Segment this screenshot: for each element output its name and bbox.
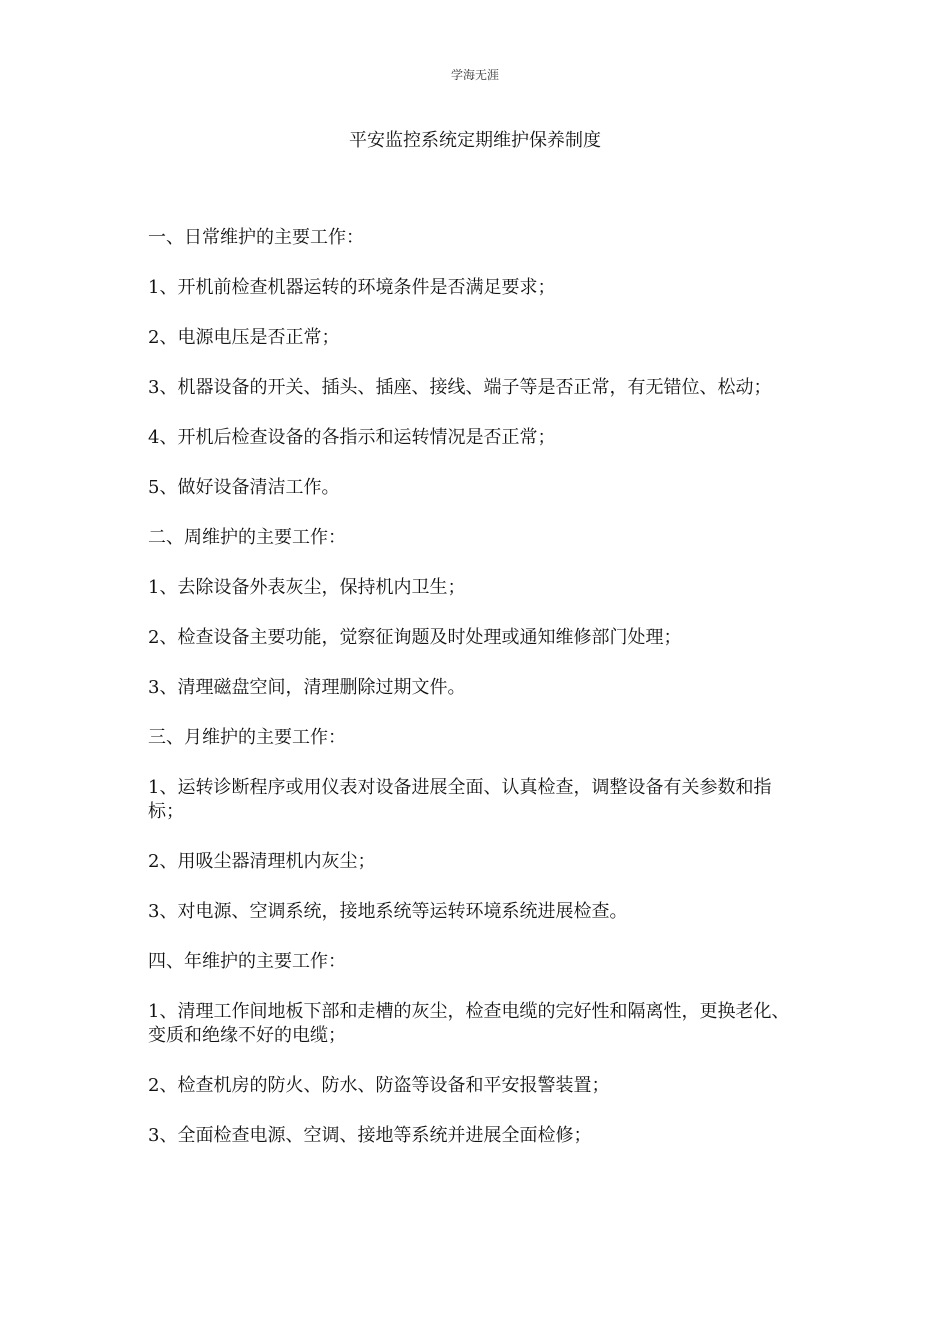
section-heading-daily: 一、日常维护的主要工作： <box>148 227 364 248</box>
list-item: 3、机器设备的开关、插头、插座、接线、端子等是否正常，有无错位、松动； <box>148 377 772 398</box>
list-item: 3、清理磁盘空间，清理删除过期文件。 <box>148 677 466 698</box>
list-item: 1、运转诊断程序或用仪表对设备进展全面、认真检查，调整设备有关参数和指标； <box>148 777 772 822</box>
page-header: 学海无涯 <box>450 68 499 82</box>
document-body <box>148 226 798 1174</box>
section-heading-yearly: 四、年维护的主要工作： <box>148 951 346 972</box>
section-heading-monthly: 三、月维护的主要工作： <box>148 727 346 748</box>
list-item: 1、开机前检查机器运转的环境条件是否满足要求； <box>148 277 556 298</box>
list-item: 2、检查设备主要功能，觉察征询题及时处理或通知维修部门处理； <box>148 627 682 648</box>
document-title: 平安监控系统定期维护保养制度 <box>349 130 601 151</box>
list-item: 4、开机后检查设备的各指示和运转情况是否正常； <box>148 427 556 448</box>
list-item: 2、电源电压是否正常； <box>148 327 340 348</box>
list-item: 3、对电源、空调系统，接地系统等运转环境系统进展检查。 <box>148 901 628 922</box>
list-item: 2、检查机房的防火、防水、防盗等设备和平安报警装置； <box>148 1075 610 1096</box>
list-item: 1、去除设备外表灰尘，保持机内卫生； <box>148 577 466 598</box>
list-item: 2、用吸尘器清理机内灰尘； <box>148 851 376 872</box>
list-item: 5、做好设备清洁工作。 <box>148 477 340 498</box>
section-heading-weekly: 二、周维护的主要工作： <box>148 527 346 548</box>
list-item: 1、清理工作间地板下部和走槽的灰尘，检查电缆的完好性和隔离性，更换老化、变质和绝缘不好的电缆； <box>148 1001 790 1046</box>
list-item: 3、全面检查电源、空调、接地等系统并进展全面检修； <box>148 1125 592 1146</box>
